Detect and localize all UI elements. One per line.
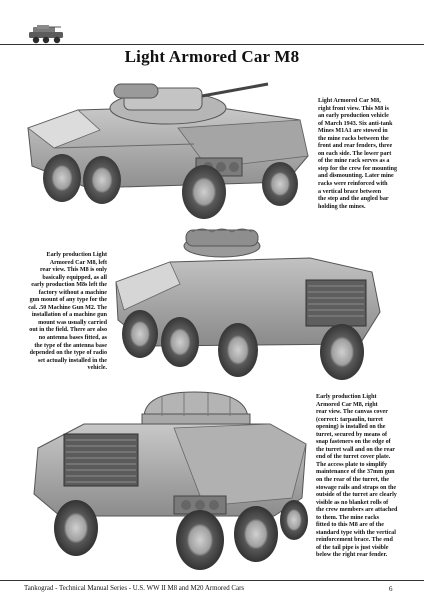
caption-left-rear-view: Early production Light Armored Car M8, left rear view. This M8 is only basically equipped, as all early production M8s left the factory without a machine gun mount of any type for the cal. .50 Machine Gun M2. The installation of a machine gun mount was usually carried out in the field. There are also no antenna bases fitted, as the type of the antenna base depended on the type of radio set actually installed in the vehicle. — [28, 252, 107, 372]
m8-right-front-view-photo — [18, 70, 314, 220]
page-title: Light Armored Car M8 — [124, 47, 300, 66]
page-number: 6 — [389, 585, 393, 593]
caption-right-front-view: Light Armored Car M8, right front view. This M8 is an early production vehicle of March 1943. Six anti-tank Mines M1A1 are stowed in the mine racks between the front and rear fenders, three on each side. The lower part of the mine rack serves as a step for the crew for mounting and dismounting. Later mine racks were reinforced with a vertical brace between the step and the angled bar holding the mines. — [318, 98, 398, 210]
m8-right-rear-view-photo — [24, 388, 314, 574]
m8-left-rear-view-photo — [110, 224, 396, 384]
armored-car-logo-icon — [27, 23, 67, 45]
footer-rule — [0, 580, 424, 581]
caption-right-rear-view: Early production Light Armored Car M8, right rear view. The canvas cover (correct: tarpaulin, turret opening) is installed on the turret, secured by means of snap fasteners on the edge of the turret wall and on the rear end of the turret cover plate. The access plate to simplify maintenance of the 37mm gun on the rear of the turret, the stowage rails and straps on the outside of the turret are clearly visible as no blanket rolls of the crew members are attached to them. The mine racks fitted to this M8 are of the standard type with the vertical reinforcement brace. The end of the tail pipe is just visible below the right rear fender. — [316, 394, 398, 559]
header-rule — [0, 44, 424, 45]
footer-series-title: Tankograd - Technical Manual Series - U.S. WW II M8 and M20 Armored Cars — [24, 585, 245, 592]
